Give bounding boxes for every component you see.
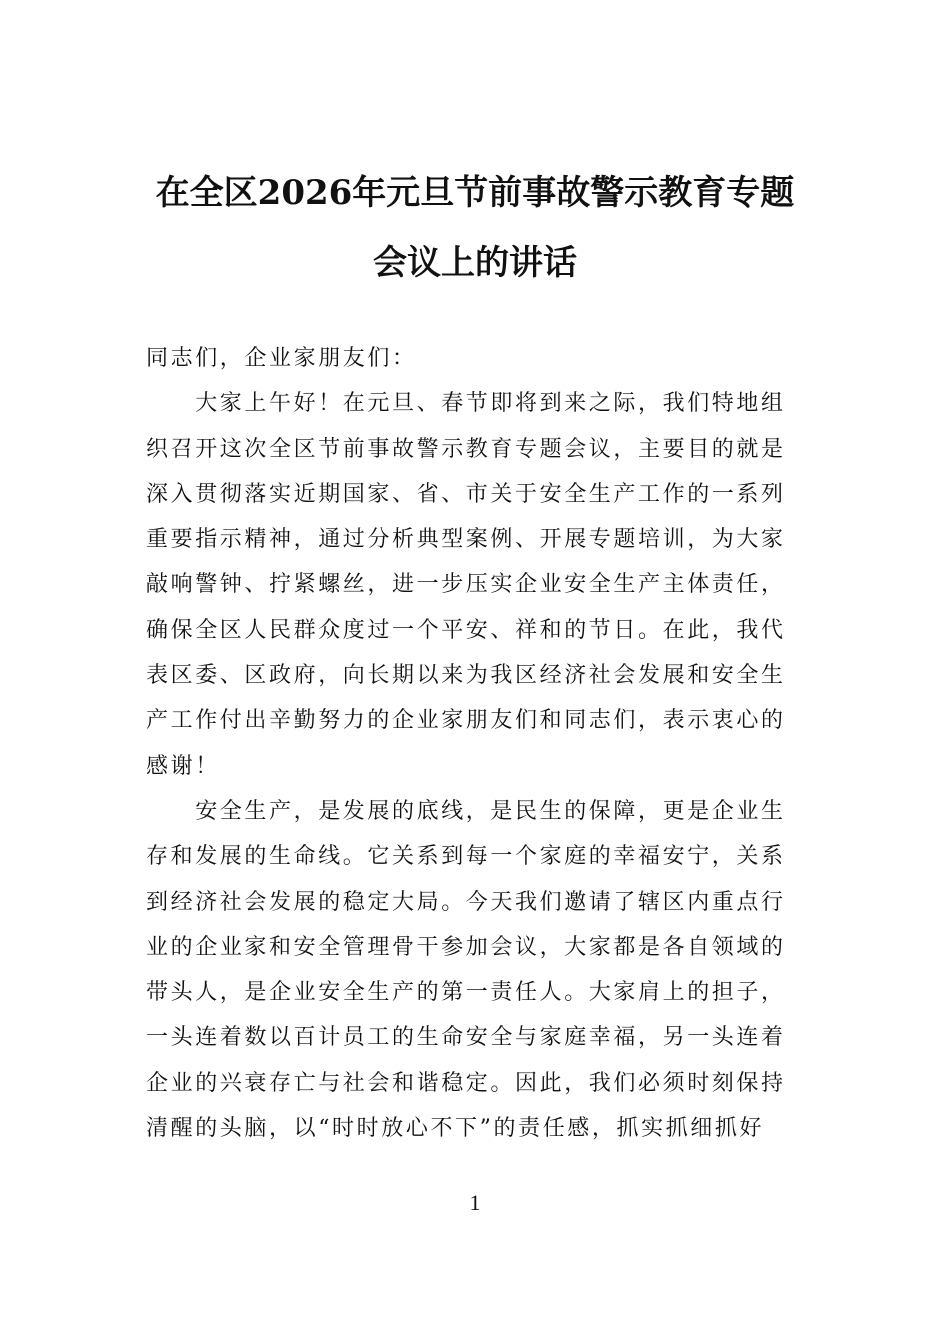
paragraph-line: 表区委、区政府，向长期以来为我区经济社会发展和安全生 xyxy=(146,663,786,689)
paragraph-line: 重要指示精神，通过分析典型案例、开展专题培训，为大家 xyxy=(146,527,786,553)
paragraph-line: 业的企业家和安全管理骨干参加会议，大家都是各自领域的 xyxy=(146,934,786,960)
document-body xyxy=(146,336,806,1151)
paragraph-line: 企业的兴衰存亡与社会和谐稳定。因此，我们必须时刻保持 xyxy=(146,1070,786,1096)
paragraph-line: 清醒的头脑，以“时时放心不下”的责任感，抓实抓细抓好 xyxy=(146,1116,765,1142)
paragraph-line: 安全生产，是发展的底线，是民生的保障，更是企业生 xyxy=(146,798,786,824)
paragraph-line: 产工作付出辛勤努力的企业家朋友们和同志们，表示衷心的 xyxy=(146,708,786,734)
title-line-2: 会议上的讲话 xyxy=(373,243,577,283)
paragraph-line: 大家上午好！在元旦、春节即将到来之际，我们特地组 xyxy=(146,391,786,417)
greeting: 同志们，企业家朋友们： xyxy=(146,346,417,371)
paragraph-line: 深入贯彻落实近期国家、省、市关于安全生产工作的一系列 xyxy=(146,481,786,507)
document-title xyxy=(100,158,850,298)
paragraph-line: 到经济社会发展的稳定大局。今天我们邀请了辖区内重点行 xyxy=(146,889,786,915)
paragraph-1 xyxy=(146,381,806,789)
paragraph-line: 确保全区人民群众度过一个平安、祥和的节日。在此，我代 xyxy=(146,617,786,643)
title-line-1: 在全区2026年元旦节前事故警示教育专题 xyxy=(155,173,795,213)
paragraph-line: 一头连着数以百计员工的生命安全与家庭幸福，另一头连着 xyxy=(146,1025,786,1051)
paragraph-line: 存和发展的生命线。它关系到每一个家庭的幸福安宁，关系 xyxy=(146,844,786,870)
paragraph-line: 带头人，是企业安全生产的第一责任人。大家肩上的担子， xyxy=(146,980,786,1006)
paragraph-line: 织召开这次全区节前事故警示教育专题会议，主要目的就是 xyxy=(146,436,786,462)
paragraph-2 xyxy=(146,789,806,1151)
page-number: 1 xyxy=(469,1190,481,1215)
paragraph-line: 感谢！ xyxy=(146,753,220,779)
paragraph-line: 敲响警钟、拧紧螺丝，进一步压实企业安全生产主体责任， xyxy=(146,572,786,598)
